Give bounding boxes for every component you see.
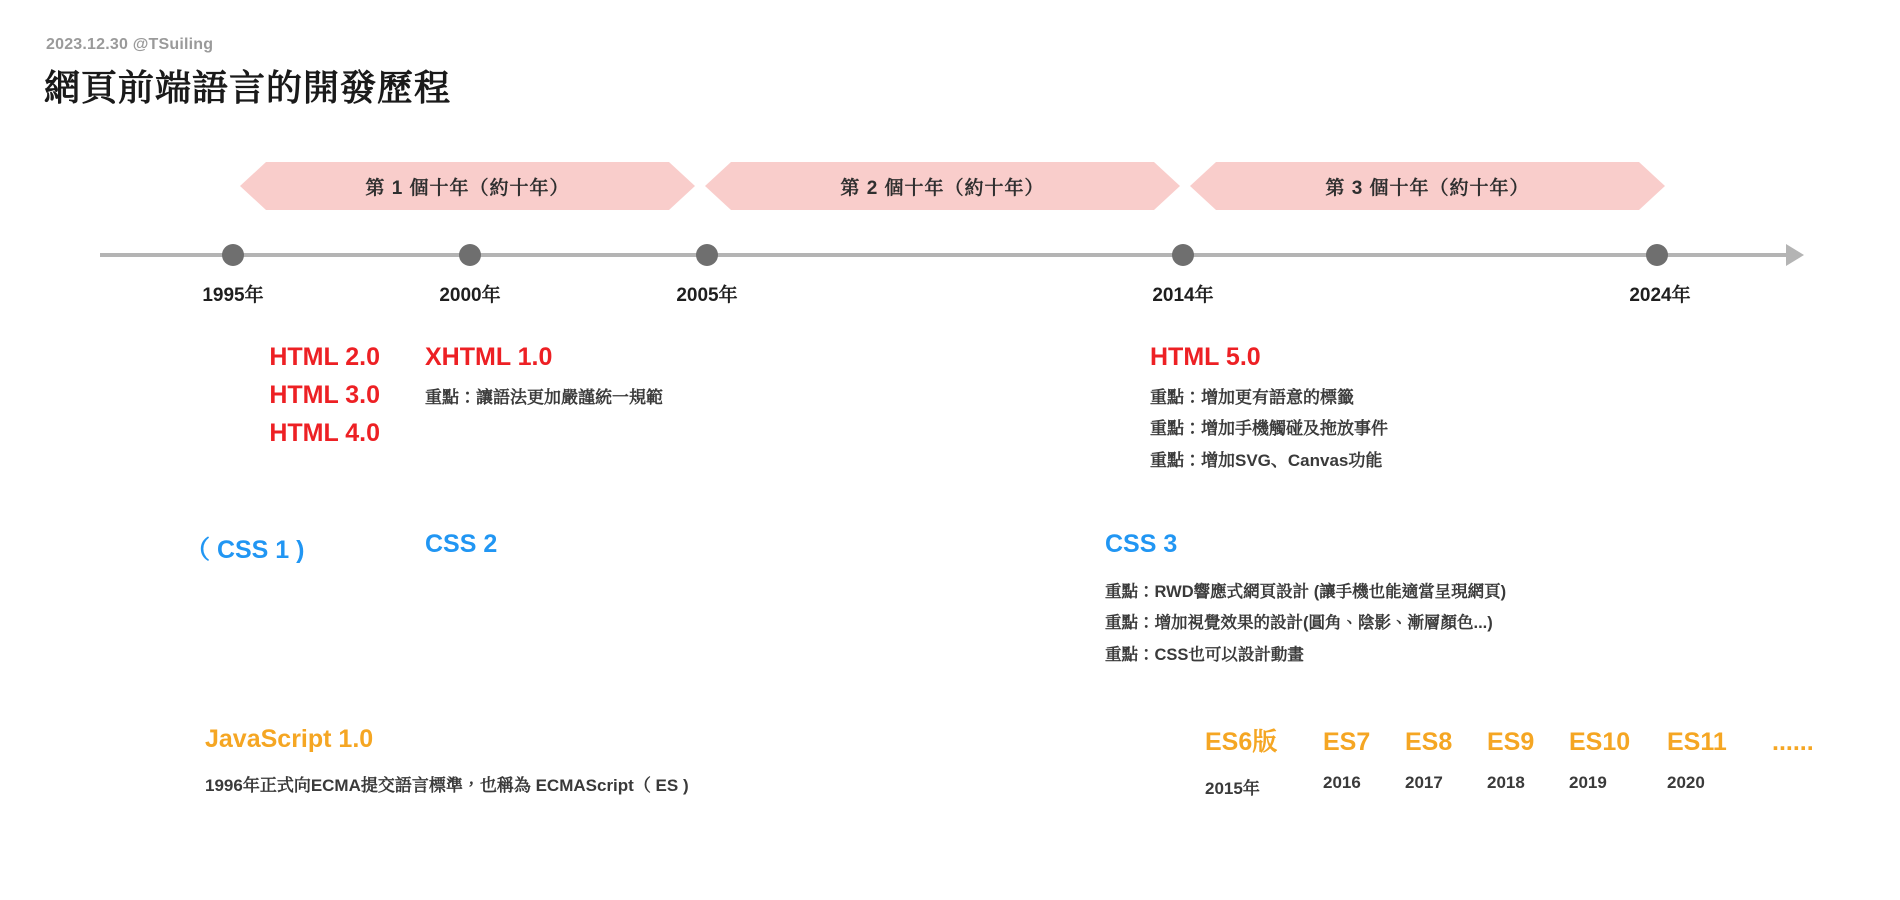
css3-notes [1105, 577, 1506, 671]
es-version-es9: ES9 [1487, 728, 1535, 756]
es-version-es6: ES6版 [1205, 728, 1278, 756]
byline-date: 2023.12.30 [46, 36, 129, 53]
html5-note-2: 重點：增加手機觸碰及拖放事件 [1150, 419, 1388, 439]
html5-title: HTML 5.0 [1150, 343, 1261, 371]
html-version-4: HTML 4.0 [269, 419, 380, 447]
es-version-es8: ES8 [1405, 728, 1453, 756]
timeline-axis [100, 253, 1790, 257]
timeline-arrowhead-icon [1786, 244, 1804, 266]
html-version-3: HTML 3.0 [269, 381, 380, 409]
es-version-es7: ES7 [1323, 728, 1371, 756]
javascript-note: 1996年正式向ECMA提交語言標準，也稱為 ECMAScript（ ES ) [205, 776, 689, 795]
es-version-es10: ES10 [1569, 728, 1631, 756]
timeline-dot-2000 [459, 244, 481, 266]
es-year-es7: 2016 [1323, 773, 1361, 792]
decade-band-1 [240, 162, 695, 210]
timeline-label-1995: 1995年 [202, 285, 264, 306]
timeline-label-2024: 2024年 [1629, 285, 1691, 306]
es-year-es8: 2017 [1405, 773, 1443, 792]
es-year-es6: 2015年 [1205, 779, 1260, 798]
css3-note-1: 重點：RWD響應式網頁設計 (讓手機也能適當呈現網頁) [1105, 583, 1507, 601]
decade-band-2 [705, 162, 1180, 210]
timeline-label-2000: 2000年 [439, 285, 501, 306]
byline-handle: @TSuiling [132, 36, 214, 53]
html5-notes [1150, 382, 1388, 476]
timeline-label-2014: 2014年 [1152, 285, 1214, 306]
xhtml-note: 重點：讓語法更加嚴謹統一規範 [425, 388, 663, 407]
es-version-more: ...... [1772, 728, 1814, 756]
es-item-es11 [1667, 728, 1772, 793]
es-item-es7 [1323, 728, 1405, 793]
timeline-dot-2005 [696, 244, 718, 266]
page-title: 網頁前端語言的開發歷程 [44, 67, 452, 108]
xhtml-title: XHTML 1.0 [425, 343, 553, 371]
es-year-es9: 2018 [1487, 773, 1525, 792]
css3-title: CSS 3 [1105, 530, 1178, 558]
timeline-label-2005: 2005年 [676, 285, 738, 306]
css1-title: （ CSS 1 ) [185, 536, 305, 564]
decade-band-1-label: 第 1 個十年（約十年） [365, 177, 570, 199]
timeline-dot-2024 [1646, 244, 1668, 266]
es-item-more [1772, 728, 1814, 773]
html5-note-1: 重點：增加更有語意的標籤 [1150, 388, 1354, 407]
css3-note-2: 重點：增加視覺效果的設計(圓角、陰影、漸層顏色...) [1105, 614, 1493, 633]
es-item-es9 [1487, 728, 1569, 793]
es-item-es8 [1405, 728, 1487, 793]
html-early-versions [170, 338, 380, 452]
html-version-2: HTML 2.0 [269, 343, 380, 371]
javascript-title: JavaScript 1.0 [205, 725, 374, 753]
es-item-es10 [1569, 728, 1667, 793]
timeline-dot-1995 [222, 244, 244, 266]
css3-note-3: 重點：CSS也可以設計動畫 [1105, 645, 1304, 664]
es-version-row [1205, 722, 1814, 799]
timeline-dot-2014 [1172, 244, 1194, 266]
decade-band-3-label: 第 3 個十年（約十年） [1325, 177, 1530, 199]
html5-note-3: 重點：增加SVG、Canvas功能 [1150, 450, 1383, 470]
es-year-es11: 2020 [1667, 773, 1705, 792]
es-version-es11: ES11 [1667, 728, 1727, 756]
css2-title: CSS 2 [425, 530, 498, 558]
es-item-es6 [1205, 722, 1323, 799]
byline [46, 36, 213, 54]
es-year-es10: 2019 [1569, 773, 1607, 792]
decade-band-3 [1190, 162, 1665, 210]
decade-band-2-label: 第 2 個十年（約十年） [840, 177, 1045, 199]
